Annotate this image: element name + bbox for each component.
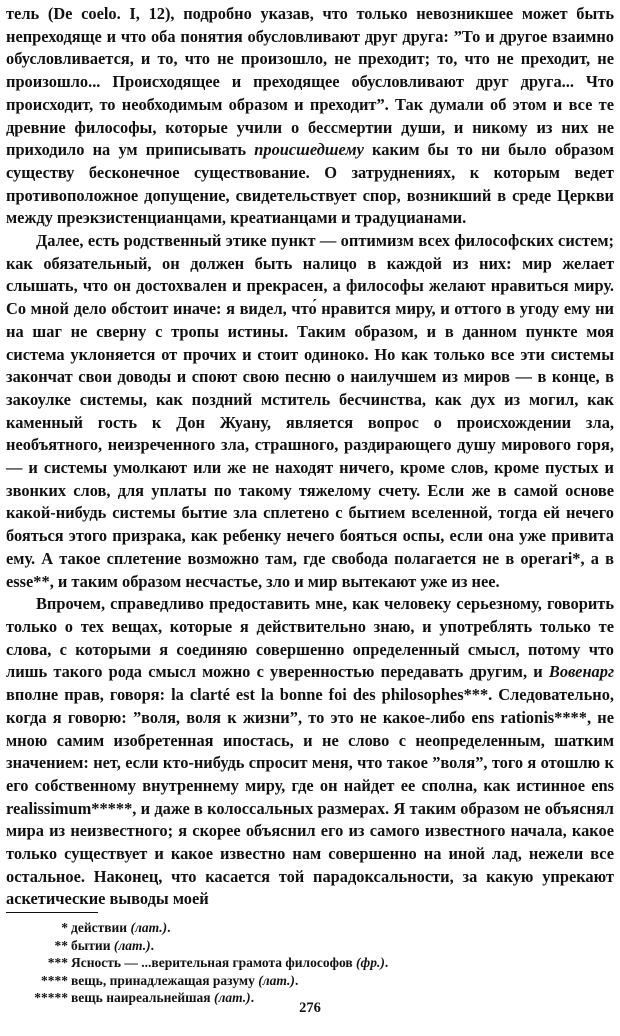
footnote-mark: *** [47,955,68,971]
page-number: 276 [299,1000,321,1016]
footnote-period: . [384,955,389,971]
footnote-text: бытии [71,937,114,953]
footnote-mark: * [61,920,68,935]
footnote-1 [6,919,566,937]
footnotes [6,919,566,1007]
footnote-text: Ясность — ...верительная грамота философов [71,955,357,971]
footnote-4 [6,972,566,990]
paragraph-1-part-c: каким бы то ни было образом существу бесконечное существование. О затруднениях, к которым ведет противоположное допущение, свидетельствует спор, возникший в среде Церкви между преэкзистенцианцами, креатианцами и традуцианами. [6,140,614,228]
footnote-mark: **** [41,972,68,988]
paragraph-1 [6,3,614,230]
footnote-text: вещь наиреальнейшая [71,990,214,1006]
footnote-period: . [250,990,255,1006]
footnote-separator [6,912,98,913]
footnote-2 [6,937,566,955]
italic-name-vovenarg: Вовенарг [548,662,614,682]
footnote-3 [6,954,566,972]
footnote-language: (фр.) [356,955,385,971]
footnote-language: (лат.) [213,990,251,1006]
footnote-text: вещь, принадлежащая разуму [71,972,259,988]
footnote-language: (лат.) [113,937,151,953]
paragraph-3 [6,593,614,911]
main-text [6,3,614,911]
footnote-period: . [294,972,299,988]
footnote-language: (лат.) [258,972,295,988]
footnote-period: . [167,920,171,935]
paragraph-1-part-a: тель (De coelo. I, 12), подробно указав, что только невозникшее может быть непреходяще и что оба понятия обусловливают друг друга: ”То и другое взаимно обусловливается, и то, что не произошло, не преходит; то, что не преходит, не произошло... Происходящее и преходящее обусловливают друг друга... Что происходит, то необходимым образом и преходит”. Так думали об этом и все те древние философы, которые учили о бессмертии души, и никому из них не приходило на ум приписывать [6,4,614,160]
italic-word-proisshedshemu: происшедшему [254,140,364,160]
footnote-mark: ***** [34,990,68,1006]
paragraph-3-part-c: вполне прав, говоря: la clarté est la bonne foi des philosophes***. Следовательно, когда я говорю: ”воля, воля к жизни”, то это не какое-либо ens rationis****, не мною самим изобретенная ипостась, и не слово с неопределенным, шатким значением: нет, если кто-нибудь спросит меня, что такое ”воля”, того я отошлю к его собственному внутреннему миру, где он найдет ее сполна, как истинное ens realissimum*****, и даже в колоссальных размерах. Я таким образом не объяснял мира из неизвестного; я скорее объяснил его из самого известного начала, какое только существует и какое известно нам совершенно на иной лад, нежели все остальное. Наконец, что касается той парадоксальности, за какую упрекают аскетические выводы моей [6,685,614,909]
paragraph-3-part-a: Впрочем, справедливо предоставить мне, как человеку серьезному, говорить только о тех вещах, которые я действительно знаю, и употреблять только те слова, с которыми я соединяю совершенно определенный смысл, потому что лишь такого рода смысл можно с уверенностью передавать другим, и [6,594,614,682]
footnote-language: (лат.) [130,920,168,935]
footnote-text: действии [71,920,131,935]
footnote-period: . [150,937,154,953]
footnote-mark: ** [54,937,68,953]
paragraph-2: Далее, есть родственный этике пункт — оптимизм всех философских систем; как обязательный, он должен быть налицо в каждой из них: мир желает слышать, что он достохвален и прекрасен, а философы желают нравиться миру. Со мной дело обстоит иначе: я видел, что́ нравится миру, и оттого в угоду ему ни на шаг не сверну с тропы истины. Таким образом, и в данном пункте моя система уклоняется от прочих и стоит одиноко. Но как только все эти системы закончат свои доводы и споют свою песню о наилучшем из миров — в конце, в закоулке системы, как поздний мститель бесчинства, как дух из могил, как каменный гость к Дон Жуану, является вопрос о происхождении зла, необъятного, неизреченного зла, страшного, раздирающего душу мирового горя, — и системы умолкают или же не находят ничего, кроме слов, кроме пустых и звонких слов, для уплаты по такому тяжелому счету. Если же в самой основе какой-нибудь системы бытие зла сплетено с бытием вселенной, тогда ей нечего бояться этого призрака, как ребенку нечего бояться оспы, если она уже привита ему. А такое сплетение возможно там, где свобода полагается не в operari*, а в esse**, и таким образом несчастье, зло и мир вытекают уже из нее. [6,231,614,591]
